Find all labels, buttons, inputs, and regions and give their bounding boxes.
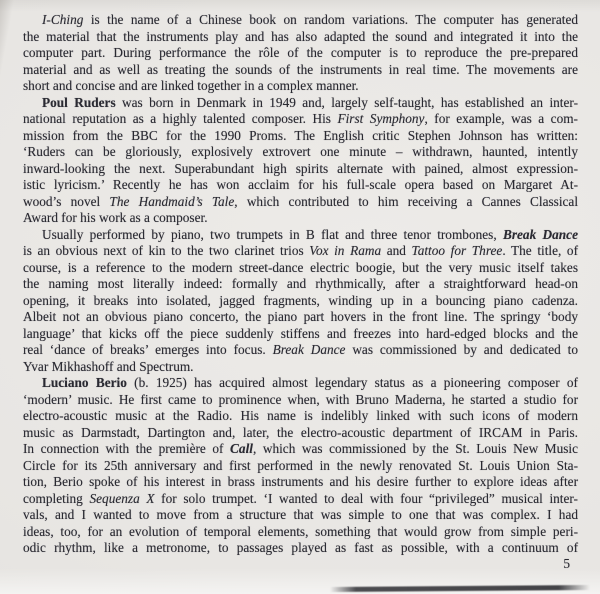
text-line xyxy=(23,474,578,491)
text: the material that the instruments play and has also adapted the sound and integrated it into the xyxy=(23,28,578,44)
text-line xyxy=(23,441,578,458)
text: short and concise and are linked together in a complex manner. xyxy=(23,78,359,93)
text: is the name of a Chinese book on random variations. The computer has generated xyxy=(83,12,578,27)
text: Award for his work as a composer. xyxy=(23,210,208,225)
paragraph xyxy=(23,12,578,95)
text: Yvar Mikhashoff and Spectrum. xyxy=(23,358,194,374)
text-line xyxy=(23,243,578,260)
text: language’ that kicks off the piece suddenly stiffens and freezes into hard-edged blocks and the xyxy=(23,325,578,341)
text: tion, Berio spoke of his interest in brass instruments and his desire further to explore ideas after xyxy=(23,474,578,489)
text-line xyxy=(23,177,578,194)
text: the naming most literally indeed: formally and rhythmically, after a straightforward head-on xyxy=(23,276,578,291)
text-line xyxy=(23,276,578,293)
text-line xyxy=(23,260,578,277)
text-line xyxy=(23,161,578,178)
italic-text: Sequenza X xyxy=(89,490,155,506)
text-line xyxy=(23,29,578,46)
text: was born in Denmark in 1949 and, largely self-taught, has established an inter- xyxy=(115,94,578,110)
text-line xyxy=(23,540,578,557)
text: ‘Ruders can be gloriously, explosively extrovert one minute – withdrawn, haunted, intently xyxy=(23,144,578,159)
bold-text: Poul Ruders xyxy=(42,94,116,110)
text: national reputation as a highly talented composer. His xyxy=(23,111,338,126)
text: material and as well as treating the sounds of the instruments in real time. The movements are xyxy=(23,61,578,77)
text-line xyxy=(23,524,578,541)
paragraph xyxy=(23,95,578,227)
text: electro-acoustic music at the Radio. His name is indelibly linked with such icons of modern xyxy=(23,408,578,423)
italic-text: I-Ching xyxy=(42,12,84,27)
text-line xyxy=(23,375,578,392)
text: real ‘dance of breaks’ emerges into focus. xyxy=(23,342,273,357)
text-line xyxy=(23,144,578,161)
text-line xyxy=(23,491,578,508)
text: inward-looking the next. Superabundant high spirits alternate with pained, almost expression- xyxy=(23,160,578,176)
text: computer part. During performance the rôle of the computer is to reproduce the pre-prepared xyxy=(23,45,578,60)
text: odic rhythm, like a metronome, to passages played as fast as possible, with a continuum of xyxy=(23,540,578,555)
text-line xyxy=(23,194,578,211)
text-line xyxy=(23,359,578,376)
paragraph xyxy=(23,227,578,376)
text: opening, it breaks into isolated, jagged fragments, winding up in a bouncing piano cadenza. xyxy=(23,292,578,308)
text-line xyxy=(23,78,578,95)
text-line xyxy=(23,210,578,227)
page-text xyxy=(23,12,578,557)
text-line xyxy=(23,458,578,475)
text: In connection with the première of xyxy=(23,441,231,456)
italic-text: Break Dance xyxy=(272,342,346,357)
text: istic lyricism.’ Recently he has won acclaim for his full-scale opera based on Margaret At- xyxy=(23,177,578,192)
text: for solo trumpet. ‘I wanted to deal with four “privileged” musical inter- xyxy=(154,490,578,506)
text-line xyxy=(23,392,578,409)
text-line xyxy=(23,111,578,128)
bold-italic-text: Break Dance xyxy=(502,226,578,242)
text-line xyxy=(23,507,578,524)
text-line xyxy=(23,326,578,343)
text-line xyxy=(23,227,578,244)
text: ‘modern’ music. He first came to prominence when, with Bruno Maderna, he started a studio for xyxy=(23,391,578,407)
text: Usually performed by piano, two trumpets in B flat and three tenor trombones, xyxy=(42,226,503,242)
text: Albeit not an obvious piano concerto, the piano part hovers in the front line. The springy ‘body xyxy=(23,309,578,324)
paragraph xyxy=(23,375,578,557)
text: ideas, too, for an evolution of temporal elements, something that would grow from simple peri- xyxy=(23,523,578,539)
scan-edge-shadow xyxy=(330,585,590,592)
text: completing xyxy=(23,490,90,506)
text-line xyxy=(23,425,578,442)
text-line xyxy=(23,309,578,326)
text: Circle for its 25th anniversary and first performed in the newly renovated St. Louis Union Sta- xyxy=(23,457,578,473)
text: was commissioned by and dedicated to xyxy=(345,342,578,357)
text: , which contributed to him receiving a Cannes Classical xyxy=(234,193,579,209)
text: course, is a reference to the modern street-dance electric boogie, but the very music itself takes xyxy=(23,259,578,275)
text: and xyxy=(381,243,412,258)
italic-text: The Handmaid’s Tale xyxy=(109,193,235,209)
text: (b. 1925) has acquired almost legendary status as a pioneering composer of xyxy=(126,375,578,390)
text-line xyxy=(23,293,578,310)
text: is an obvious next of kin to the two clarinet trios xyxy=(23,243,310,258)
text: , for example, was a com- xyxy=(424,111,578,126)
text: wood’s novel xyxy=(23,193,110,209)
text: vals, and I wanted to move from a structure that was simple to one that was complex. I had xyxy=(23,507,578,522)
text-line xyxy=(23,128,578,145)
italic-text: Tattoo for Three xyxy=(411,243,503,258)
text-line xyxy=(23,342,578,359)
page-number: 5 xyxy=(563,556,570,571)
text-line xyxy=(23,45,578,62)
text-line xyxy=(23,12,578,29)
text: mission from the BBC for the 1990 Proms. The English critic Stephen Johnson has written: xyxy=(23,127,578,143)
text-line xyxy=(23,408,578,425)
text: , which was commissioned by the St. Louis New Music xyxy=(252,441,578,456)
text: music as Darmstadt, Dartington and, later, the electro-acoustic department of IRCAM in Paris. xyxy=(23,424,578,440)
italic-text: Vox in Rama xyxy=(309,243,382,258)
text: . The title, of xyxy=(502,243,579,258)
bold-text: Luciano Berio xyxy=(42,375,127,390)
text-line xyxy=(23,62,578,79)
italic-text: First Symphony xyxy=(337,111,425,126)
text-line xyxy=(23,95,578,112)
bold-italic-text: Call xyxy=(230,441,253,456)
